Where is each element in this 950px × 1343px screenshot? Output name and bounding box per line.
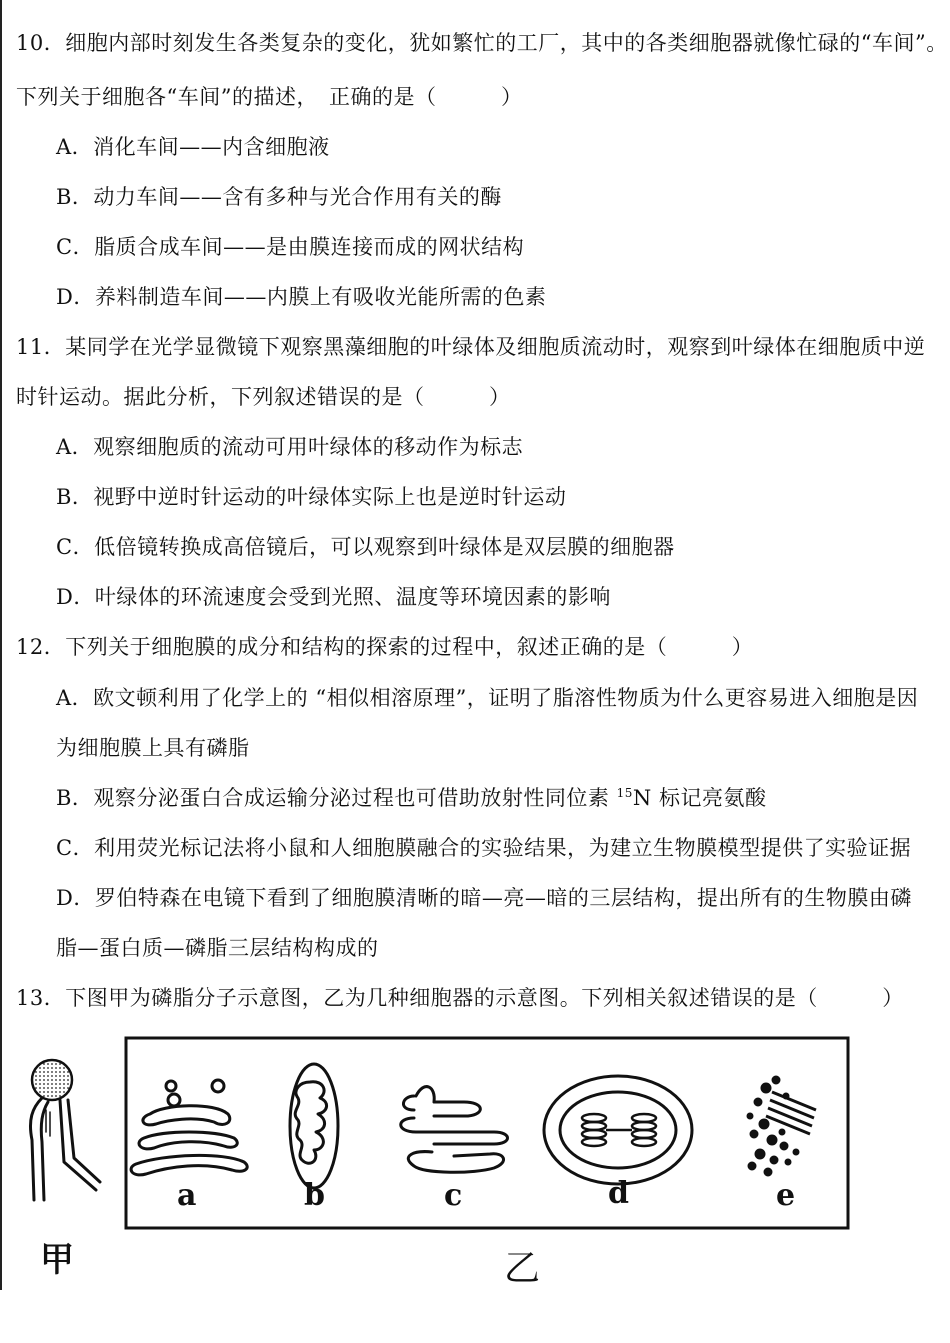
q11-option-c: C．低倍镜转换成高倍镜后，可以观察到叶绿体是双层膜的细胞器 [56, 535, 675, 559]
q10-option-a: A．消化车间——内含细胞液 [56, 135, 330, 159]
q12-option-d-line1: D．罗伯特森在电镜下看到了细胞膜清晰的暗—亮—暗的三层结构，提出所有的生物膜由磷 [56, 886, 912, 910]
q12-option-a-line1: A．欧文顿利用了化学上的 “相似相溶原理”，证明了脂溶性物质为什么更容易进入细胞是因 [56, 686, 919, 710]
figure-jia-label: 甲 [40, 1240, 74, 1280]
q10-stem-line2: 下列关于细胞各“车间”的描述， 正确的是（ ） [16, 85, 523, 109]
q11-stem-line1: 11．某同学在光学显微镜下观察黑藻细胞的叶绿体及细胞质流动时，观察到叶绿体在细胞质中逆 [16, 335, 926, 359]
endoplasmic-reticulum-icon [401, 1087, 508, 1173]
isotope-superscript: 15 [616, 786, 633, 800]
q10-stem-line1: 10．细胞内部时刻发生各类复杂的变化，犹如繁忙的工厂，其中的各类细胞器就像忙碌的“车间”。 [16, 31, 948, 55]
q13-stem: 13．下图甲为磷脂分子示意图，乙为几种细胞器的示意图。下列相关叙述错误的是（ ） [16, 986, 904, 1010]
q12-option-d-line2: 脂—蛋白质—磷脂三层结构构成的 [56, 936, 379, 960]
q10-option-c: C．脂质合成车间——是由膜连接而成的网状结构 [56, 235, 525, 259]
phospholipid-head-icon [32, 1060, 72, 1100]
page-left-border [0, 0, 2, 1290]
q10-option-b: B．动力车间——含有多种与光合作用有关的酶 [56, 185, 502, 209]
q10-option-d: D．养料制造车间——内膜上有吸收光能所需的色素 [56, 285, 547, 309]
q12-stem: 12．下列关于细胞膜的成分和结构的探索的过程中，叙述正确的是（ ） [16, 635, 754, 659]
organelle-label-e: e [776, 1178, 796, 1213]
organelle-label-b: b [304, 1178, 325, 1213]
q12-option-a-line2: 为细胞膜上具有磷脂 [56, 736, 250, 760]
organelle-label-a: a [177, 1178, 197, 1213]
q12-option-b-tail: N 标记亮氨酸 [632, 786, 767, 810]
figure-yi-label: 乙 [504, 1248, 541, 1289]
q11-stem-line2: 时针运动。据此分析，下列叙述错误的是（ ） [16, 385, 511, 409]
cropped-top-line [0, 0, 950, 58]
ribosome-cluster-icon [747, 1076, 816, 1176]
organelle-label-c: c [444, 1178, 463, 1213]
q11-option-d: D．叶绿体的环流速度会受到光照、温度等环境因素的影响 [56, 585, 611, 609]
phospholipid-figure [18, 1050, 108, 1220]
phospholipid-tails-icon [30, 1098, 100, 1200]
q12-option-b-text: B．观察分泌蛋白合成运输分泌过程也可借助放射性同位素 [56, 786, 617, 810]
q11-option-a: A．观察细胞质的流动可用叶绿体的移动作为标志 [56, 435, 524, 459]
organelle-label-d: d [608, 1176, 629, 1211]
mitochondrion-icon [290, 1064, 338, 1188]
q12-option-b [56, 783, 766, 813]
golgi-apparatus-icon [131, 1080, 247, 1175]
q12-option-c: C．利用荧光标记法将小鼠和人细胞膜融合的实验结果，为建立生物膜模型提供了实验证据 [56, 836, 912, 860]
organelles-figure [124, 1036, 852, 1232]
q11-option-b: B．视野中逆时针运动的叶绿体实际上也是逆时针运动 [56, 485, 567, 509]
chloroplast-icon [544, 1076, 692, 1184]
